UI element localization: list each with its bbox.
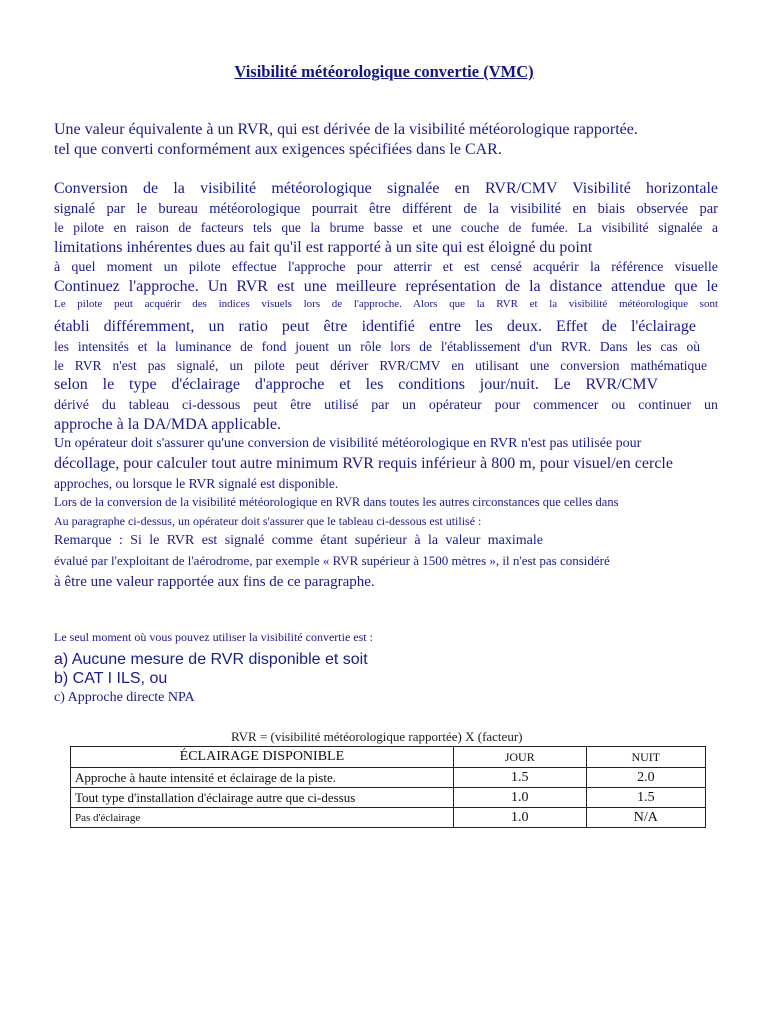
body-line: Un opérateur doit s'assurer qu'une conversion de visibilité météorologique en RVR n'est pas utilisée pour <box>54 436 642 451</box>
body-line: Au paragraphe ci-dessus, un opérateur doit s'assurer que le tableau ci-dessous est utilisé : <box>54 514 482 528</box>
table-row <box>71 788 706 808</box>
body-line: limitations inhérentes dues au fait qu'il est rapporté à un site qui est éloigné du point <box>54 239 593 256</box>
body-line: le pilote en raison de facteurs tels que la brume basse et une couche de fumée. La visibilité signalée a <box>54 220 718 235</box>
body-line: évalué par l'exploitant de l'aérodrome, par exemple « RVR supérieur à 1500 mètres », il n'est pas considéré <box>54 553 610 568</box>
table-cell: 2.0 <box>586 768 705 788</box>
body-line: le RVR n'est pas signalé, un pilote peut dériver RVR/CMV en utilisant une conversion mathématique <box>54 358 707 373</box>
table-cell: Pas d'éclairage <box>71 808 454 828</box>
body-line: à être une valeur rapportée aux fins de ce paragraphe. <box>54 574 375 590</box>
body-line: approche à la DA/MDA applicable. <box>54 416 282 433</box>
table-header-cell: ÉCLAIRAGE DISPONIBLE <box>71 747 454 768</box>
rvr-formula: RVR = (visibilité météorologique rapportée) X (facteur) <box>231 729 523 744</box>
body-line: Continuez l'approche. Un RVR est une meilleure représentation de la distance attendue que le <box>54 278 718 295</box>
intro-line: Une valeur équivalente à un RVR, qui est dérivée de la visibilité météorologique rapportée. <box>54 121 638 138</box>
table-cell: N/A <box>586 808 705 828</box>
condition-item: b) CAT I ILS, ou <box>54 670 168 687</box>
table-cell: Approche à haute intensité et éclairage de la piste. <box>71 768 454 788</box>
intro-line: tel que converti conformément aux exigences spécifiées dans le CAR. <box>54 141 502 158</box>
table-header-cell: NUIT <box>586 747 705 768</box>
table-row <box>71 808 706 828</box>
body-line: Lors de la conversion de la visibilité météorologique en RVR dans toutes les autres circonstances que celles dans <box>54 495 619 509</box>
body-line: à quel moment un pilote effectue l'approche pour atterrir et est censé acquérir la référence visuelle <box>54 260 718 275</box>
conversion-table <box>70 746 706 828</box>
body-line: selon le type d'éclairage d'approche et les conditions jour/nuit. Le RVR/CMV <box>54 376 658 393</box>
body-line: Conversion de la visibilité météorologique signalée en RVR/CMV Visibilité horizontale <box>54 180 718 197</box>
condition-item: c) Approche directe NPA <box>54 690 195 705</box>
page-title: Visibilité météorologique convertie (VMC) <box>234 62 534 81</box>
body-line: les intensités et la luminance de fond jouent un rôle lors de l'établissement d'un RVR. Dans les cas où <box>54 339 700 354</box>
table-cell: 1.0 <box>453 788 586 808</box>
body-line: dérivé du tableau ci-dessous peut être utilisé par un opérateur pour commencer ou continuer un <box>54 398 718 413</box>
body-line: établi différemment, un ratio peut être identifié entre les deux. Effet de l'éclairage <box>54 318 696 335</box>
table-cell: 1.0 <box>453 808 586 828</box>
intro-paragraph <box>54 120 724 160</box>
table-cell: Tout type d'installation d'éclairage autre que ci-dessus <box>71 788 454 808</box>
table-row <box>71 768 706 788</box>
table-cell: 1.5 <box>586 788 705 808</box>
body-line: approches, ou lorsque le RVR signalé est disponible. <box>54 476 339 491</box>
body-line: signalé par le bureau météorologique pourrait être différent de la visibilité en biais observée par <box>54 201 718 217</box>
conditions-intro: Le seul moment où vous pouvez utiliser la visibilité convertie est : <box>54 630 373 644</box>
body-line: Remarque : Si le RVR est signalé comme étant supérieur à la valeur maximale <box>54 533 543 548</box>
table-header-row <box>71 747 706 768</box>
condition-item: a) Aucune mesure de RVR disponible et soit <box>54 651 368 668</box>
body-line: décollage, pour calculer tout autre minimum RVR requis inférieur à 800 m, pour visuel/en cercle <box>54 455 673 472</box>
body-line: Le pilote peut acquérir des indices visuels lors de l'approche. Alors que la RVR et la visibilité météorologique sont <box>54 298 718 310</box>
table-header-cell: JOUR <box>453 747 586 768</box>
table-cell: 1.5 <box>453 768 586 788</box>
